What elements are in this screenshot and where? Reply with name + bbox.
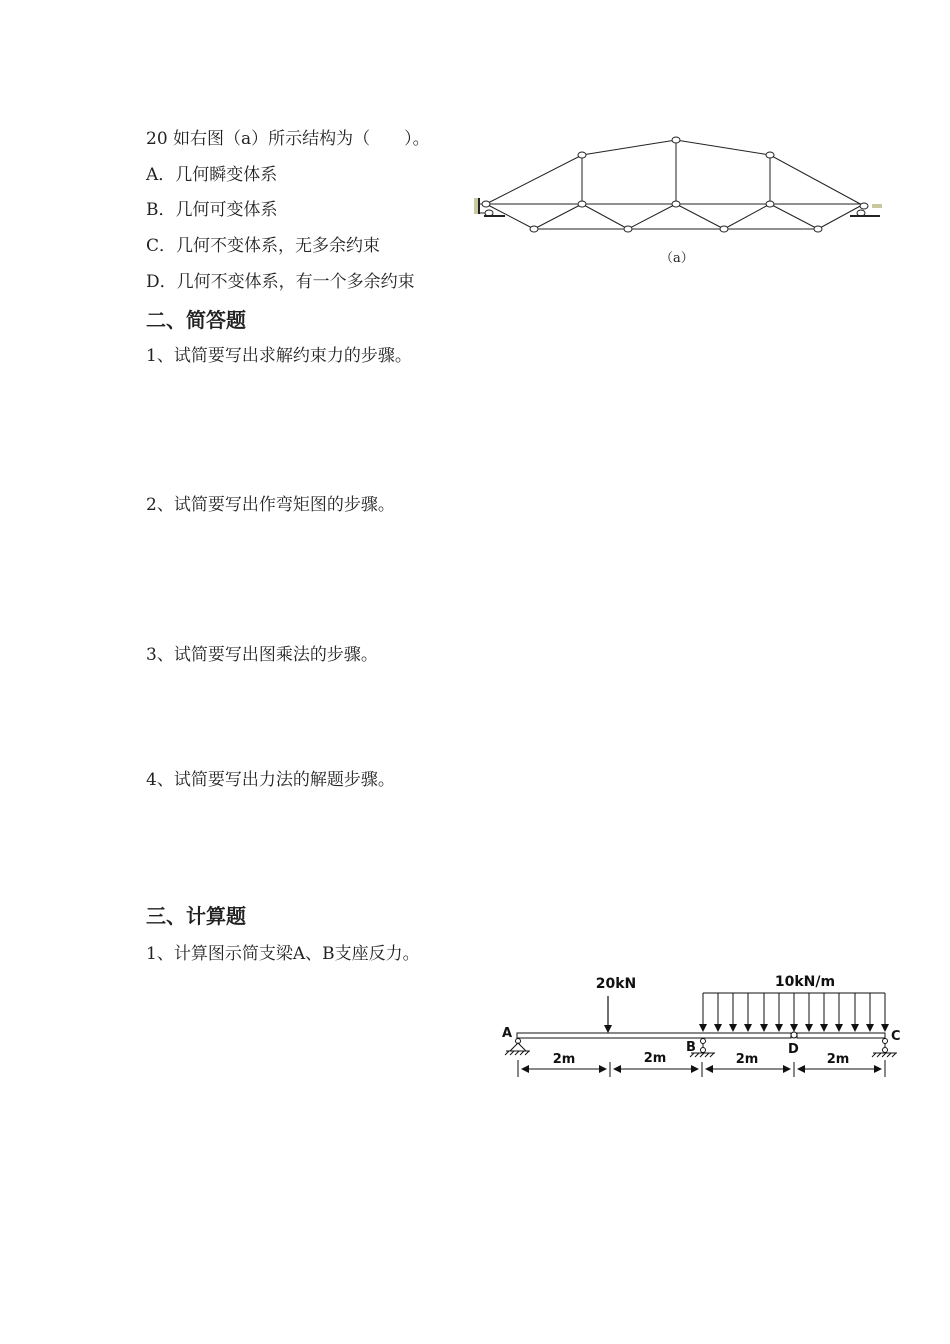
span-label-4: 2m bbox=[826, 1052, 850, 1067]
point-load-label: 20kN bbox=[595, 976, 637, 992]
section3-question-1: 1、计算图示简支梁A、B支座反力。 bbox=[146, 944, 420, 964]
q20-option-d: D．几何不变体系，有一个多余约束 bbox=[146, 272, 415, 292]
section3-title: 三、计算题 bbox=[146, 904, 246, 928]
section2-title: 二、简答题 bbox=[146, 308, 246, 332]
hinge-d bbox=[791, 1032, 797, 1038]
label-d: D bbox=[788, 1042, 799, 1057]
section2-question-3: 3、试简要写出图乘法的步骤。 bbox=[146, 645, 378, 665]
section2-question-1: 1、试简要写出求解约束力的步骤。 bbox=[146, 346, 412, 366]
label-a: A bbox=[502, 1026, 513, 1041]
distributed-load-label: 10kN/m bbox=[774, 974, 836, 990]
section2-question-4: 4、试简要写出力法的解题步骤。 bbox=[146, 770, 395, 790]
truss-caption: （a） bbox=[660, 251, 694, 266]
beam-right-part bbox=[797, 1033, 885, 1038]
span-label-3: 2m bbox=[735, 1052, 759, 1067]
distributed-load-arrows bbox=[703, 993, 885, 1031]
beam-left-part bbox=[517, 1033, 791, 1038]
q20-stem: 20 如右图（a）所示结构为（ ）。 bbox=[146, 129, 430, 149]
q20-option-c: C．几何不变体系，无多余约束 bbox=[146, 236, 381, 256]
q20-option-b: B．几何可变体系 bbox=[146, 200, 278, 220]
span-label-2: 2m bbox=[643, 1051, 667, 1066]
section2-question-2: 2、试简要写出作弯矩图的步骤。 bbox=[146, 495, 395, 515]
q20-option-a: A．几何瞬变体系 bbox=[146, 165, 278, 185]
label-b: B bbox=[686, 1040, 696, 1055]
label-c: C bbox=[891, 1029, 901, 1044]
span-label-1: 2m bbox=[552, 1052, 576, 1067]
